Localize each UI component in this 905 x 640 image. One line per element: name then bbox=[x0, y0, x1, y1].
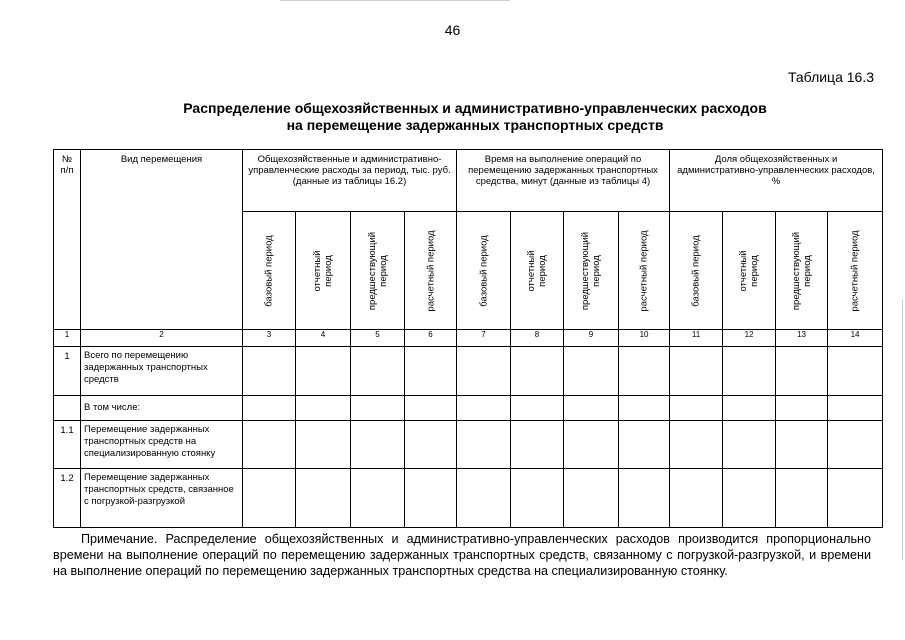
table-note: Примечание. Распределение общехозяйственных и административно-управленческих расходов производится пропорционально времени на выполнение операций по перемещению задержанных транспортных средств, связанному с погрузкой-разгрузкой, и времени на выполнение операций по перемещению задержанных транспортных средства на специализированную стоянку. bbox=[53, 532, 871, 578]
row-number bbox=[54, 396, 81, 421]
col-number: 10 bbox=[619, 330, 670, 347]
period-label: предшествующий период bbox=[366, 231, 389, 310]
period-label: отчетный период bbox=[738, 249, 761, 292]
col-number: 6 bbox=[405, 330, 457, 347]
distribution-table bbox=[53, 149, 883, 528]
data-cell bbox=[776, 347, 828, 396]
header-group-time: Время на выполнение операций по перемещению задержанных транспортных средства, минут (данные из таблицы 4) bbox=[457, 150, 670, 212]
data-cell bbox=[351, 396, 405, 421]
table-row bbox=[54, 421, 883, 469]
period-label: отчетный период bbox=[526, 249, 549, 292]
data-cell bbox=[405, 347, 457, 396]
col-number: 8 bbox=[511, 330, 564, 347]
header-g1-report bbox=[296, 212, 351, 330]
header-row-groups bbox=[54, 150, 883, 212]
data-cell bbox=[619, 396, 670, 421]
data-cell bbox=[511, 469, 564, 528]
data-cell bbox=[564, 396, 619, 421]
data-cell bbox=[776, 469, 828, 528]
col-number: 12 bbox=[723, 330, 776, 347]
data-cell bbox=[670, 421, 723, 469]
row-number: 1 bbox=[54, 347, 81, 396]
header-g1-base bbox=[243, 212, 296, 330]
data-cell bbox=[828, 396, 883, 421]
row-number: 1.1 bbox=[54, 421, 81, 469]
header-group-expenses: Общехозяйственные и административно-управленческие расходы за период, тыс. руб. (данные из таблицы 16.2) bbox=[243, 150, 457, 212]
data-cell bbox=[351, 421, 405, 469]
data-cell bbox=[619, 421, 670, 469]
data-cell bbox=[296, 469, 351, 528]
table-row bbox=[54, 469, 883, 528]
data-cell bbox=[511, 396, 564, 421]
header-g1-calc bbox=[405, 212, 457, 330]
header-g1-prev bbox=[351, 212, 405, 330]
data-cell bbox=[296, 396, 351, 421]
col-number: 13 bbox=[776, 330, 828, 347]
header-g3-calc bbox=[828, 212, 883, 330]
period-label: отчетный период bbox=[312, 249, 334, 292]
col-number: 5 bbox=[351, 330, 405, 347]
data-cell bbox=[828, 347, 883, 396]
col-number: 11 bbox=[670, 330, 723, 347]
data-cell bbox=[776, 396, 828, 421]
data-cell bbox=[405, 421, 457, 469]
data-cell bbox=[511, 421, 564, 469]
data-cell bbox=[243, 396, 296, 421]
header-g3-report bbox=[723, 212, 776, 330]
table-label: Таблица 16.3 bbox=[787, 69, 874, 85]
data-cell bbox=[723, 396, 776, 421]
col-number: 14 bbox=[828, 330, 883, 347]
scan-edge-right bbox=[902, 300, 903, 560]
data-cell bbox=[828, 469, 883, 528]
header-g2-report bbox=[511, 212, 564, 330]
data-cell bbox=[457, 347, 511, 396]
data-cell bbox=[405, 396, 457, 421]
data-cell bbox=[511, 347, 564, 396]
data-cell bbox=[457, 396, 511, 421]
col-number: 9 bbox=[564, 330, 619, 347]
data-cell bbox=[564, 347, 619, 396]
data-cell bbox=[243, 421, 296, 469]
data-cell bbox=[723, 469, 776, 528]
table-title-line2: на перемещение задержанных транспортных средств bbox=[286, 117, 664, 133]
header-col-num: № п/п bbox=[54, 150, 81, 330]
data-cell bbox=[723, 347, 776, 396]
period-label: предшествующий период bbox=[790, 231, 813, 310]
col-number: 4 bbox=[296, 330, 351, 347]
header-g2-base bbox=[457, 212, 511, 330]
table-title bbox=[0, 100, 905, 134]
data-cell bbox=[351, 469, 405, 528]
page-number: 46 bbox=[444, 22, 461, 38]
data-cell bbox=[670, 396, 723, 421]
data-cell bbox=[564, 469, 619, 528]
header-g3-prev bbox=[776, 212, 828, 330]
data-cell bbox=[243, 469, 296, 528]
col-number: 3 bbox=[243, 330, 296, 347]
period-label: расчетный период bbox=[849, 229, 861, 312]
scan-edge-top bbox=[280, 0, 510, 1]
data-cell bbox=[296, 421, 351, 469]
data-cell bbox=[828, 421, 883, 469]
row-description: В том числе: bbox=[81, 396, 243, 421]
data-cell bbox=[670, 347, 723, 396]
data-cell bbox=[457, 469, 511, 528]
data-cell bbox=[296, 347, 351, 396]
data-cell bbox=[723, 421, 776, 469]
header-g2-calc bbox=[619, 212, 670, 330]
period-label: базовый период bbox=[263, 234, 275, 307]
period-label: предшествующий период bbox=[580, 231, 603, 310]
period-label: базовый период bbox=[478, 234, 490, 307]
period-label: расчетный период bbox=[638, 229, 650, 312]
table-row bbox=[54, 347, 883, 396]
table-title-line1: Распределение общехозяйственных и административно-управленческих расходов bbox=[183, 100, 767, 116]
data-cell bbox=[564, 421, 619, 469]
data-cell bbox=[351, 347, 405, 396]
header-g2-prev bbox=[564, 212, 619, 330]
data-cell bbox=[619, 347, 670, 396]
row-description: Всего по перемещению задержанных транспортных средств bbox=[81, 347, 243, 396]
data-cell bbox=[405, 469, 457, 528]
header-g3-base bbox=[670, 212, 723, 330]
col-number: 2 bbox=[81, 330, 243, 347]
header-group-share: Доля общехозяйственных и административно-управленческих расходов, % bbox=[670, 150, 883, 212]
col-number: 7 bbox=[457, 330, 511, 347]
column-number-row bbox=[54, 330, 883, 347]
row-description: Перемещение задержанных транспортных средств на специализированную стоянку bbox=[81, 421, 243, 469]
data-cell bbox=[670, 469, 723, 528]
period-label: расчетный период bbox=[425, 229, 436, 312]
data-cell bbox=[457, 421, 511, 469]
table-row bbox=[54, 396, 883, 421]
data-cell bbox=[619, 469, 670, 528]
header-col-type: Вид перемещения bbox=[81, 150, 243, 330]
period-label: базовый период bbox=[690, 234, 702, 307]
row-number: 1.2 bbox=[54, 469, 81, 528]
row-description: Перемещение задержанных транспортных средств, связанное с погрузкой-разгрузкой bbox=[81, 469, 243, 528]
data-cell bbox=[243, 347, 296, 396]
data-cell bbox=[776, 421, 828, 469]
col-number: 1 bbox=[54, 330, 81, 347]
